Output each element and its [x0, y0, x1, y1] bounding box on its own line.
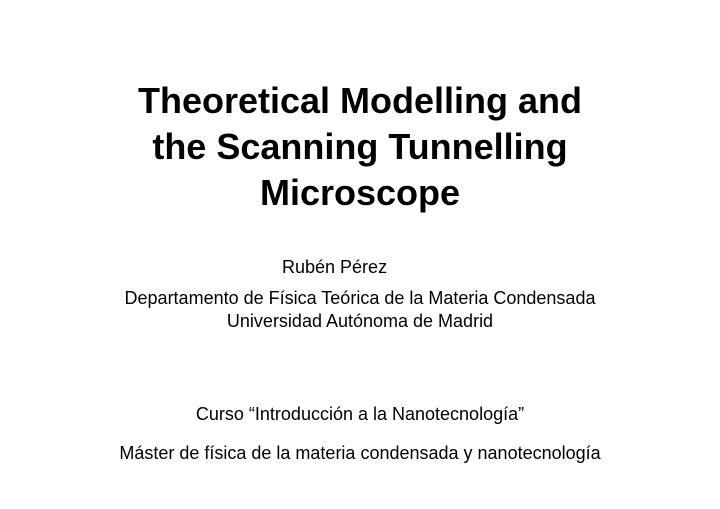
- title-line-2: the Scanning Tunnelling: [152, 126, 568, 167]
- course-name: Curso “Introducción a la Nanotecnología”: [195, 404, 525, 424]
- department-name: Departamento de Física Teórica de la Materia Condensada: [124, 288, 596, 308]
- title-line-1: Theoretical Modelling and: [137, 80, 583, 121]
- author-name: Rubén Pérez: [282, 257, 388, 277]
- title-line-3: Microscope: [259, 172, 461, 213]
- slide-title: [60, 78, 660, 216]
- university-name: Universidad Autónoma de Madrid: [226, 311, 494, 331]
- master-program: Máster de física de la materia condensada y nanotecnología: [119, 443, 601, 463]
